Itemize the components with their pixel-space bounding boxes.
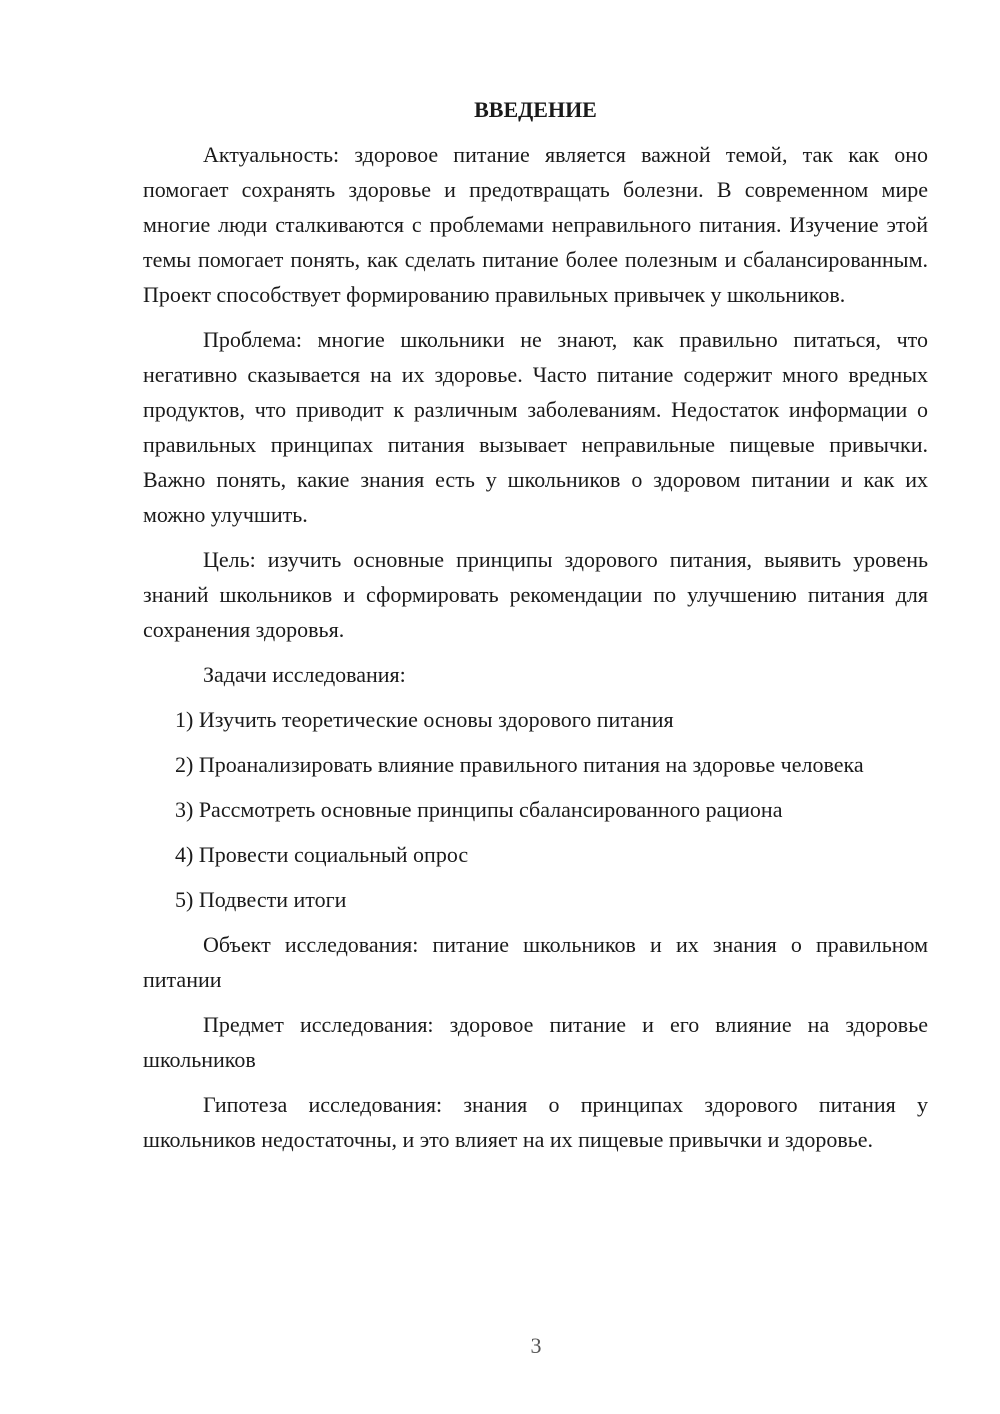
- section-heading: ВВЕДЕНИЕ: [474, 97, 597, 122]
- paragraph-problem: Проблема: многие школьники не знают, как правильно питаться, что негативно сказывается на их здоровье. Часто питание содержит много вредных продуктов, что приводит к различным заболеваниям. Недостаток информации о правильных принципах питания вызывает неправильные пищевые привычки. Важно понять, какие знания есть у школьников о здоровом питании и как их можно улучшить.: [143, 327, 928, 527]
- paragraph-relevance: Актуальность: здоровое питание является важной темой, так как оно помогает сохранять здоровье и предотвращать болезни. В современном мире многие люди сталкиваются с проблемами неправильного питания. Изучение этой темы помогает понять, как сделать питание более полезным и сбалансированным. Проект способствует формированию правильных привычек у школьников.: [143, 142, 928, 307]
- paragraph-hypothesis: Гипотеза исследования: знания о принципах здорового питания у школьников недостаточны, и это влияет на их пищевые привычки и здоровье.: [143, 1092, 928, 1152]
- paragraph-subject: Предмет исследования: здоровое питание и его влияние на здоровье школьников: [143, 1012, 928, 1072]
- tasks-heading: Задачи исследования:: [203, 662, 406, 687]
- page-number: 3: [530, 1333, 542, 1358]
- tasks-list: [143, 702, 928, 917]
- page-content: [143, 92, 928, 1167]
- list-item: 4) Провести социальный опрос: [175, 842, 469, 867]
- list-item: 5) Подвести итоги: [175, 887, 347, 912]
- list-item: 1) Изучить теоретические основы здорового питания: [175, 707, 674, 732]
- list-item: 3) Рассмотреть основные принципы сбалансированного рациона: [175, 797, 783, 822]
- list-item: 2) Проанализировать влияние правильного питания на здоровье человека: [175, 752, 864, 777]
- paragraph-goal: Цель: изучить основные принципы здорового питания, выявить уровень знаний школьников и сформировать рекомендации по улучшению питания для сохранения здоровья.: [143, 547, 928, 642]
- paragraph-object: Объект исследования: питание школьников и их знания о правильном питании: [143, 932, 928, 992]
